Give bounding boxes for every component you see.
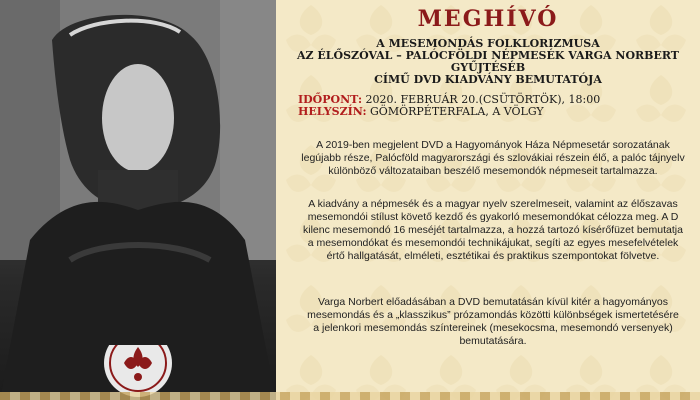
p1-line-2: legújabb része, Palócföld magyarországi és szlovákiai részein élő, a palóc tájnyelv — [301, 152, 685, 164]
p1-line-3: különböző változataiban beszélő mesemondók népmeseit tartalmazza. — [328, 165, 658, 177]
paragraph-2 — [286, 198, 700, 263]
time-label: IDŐPONT: — [298, 93, 363, 106]
invitation-title: MEGHÍVÓ — [417, 6, 559, 32]
p3-line-3: a jelenkori mesemondás színtereinek (mesekocsma, mesemondó versenyek) — [313, 322, 673, 334]
p2-line-2: mesemondói stílust követő kezdő és gyakorló mesemondókat célozza meg. A D — [307, 211, 679, 223]
paragraph-1 — [286, 139, 700, 178]
subtitle-line-1: A MESEMONDÁS FOLKLORIZMUSA — [376, 37, 600, 50]
left-photo-panel — [0, 0, 276, 400]
p3-line-1: Varga Norbert előadásában a DVD bemutatásán kívül kitér a hagyományos — [317, 296, 668, 308]
subtitle-line-3: CÍMŰ DVD KIADVÁNY BEMUTATÓJA — [374, 73, 602, 86]
place-value: GÖMÖRPÉTERFALA, A VÖLGY — [370, 105, 544, 118]
p2-line-3: kilenc mesemondó 16 meséjét tartalmazza, a hozzá tartozó kísérőfüzet bemutatja — [303, 224, 683, 236]
right-content-panel — [276, 0, 700, 400]
subtitle-line-2: AZ ÉLŐSZÓVAL – PALÓCFÖLDI NÉPMESÉK VARGA NORBERT GYŰJTÉSÉB — [297, 49, 679, 74]
decorative-bottom-border — [0, 392, 700, 400]
place-row — [298, 106, 600, 118]
p3-line-2: mesemondás és a „klasszikus” prózamondás közötti különbségek ismertetésére — [307, 309, 679, 321]
p2-line-4: a mesemondókat és mesemondói technikájukat, segíti az egyes mesefelvételek — [307, 237, 679, 249]
place-label: HELYSZÍN: — [298, 105, 367, 118]
p2-line-5: értő hallgatását, elméleti, esztétikai és praktikus szempontokat fölvetve. — [326, 250, 660, 262]
portrait-photo — [0, 0, 276, 400]
p1-line-1: A 2019-ben megjelent DVD a Hagyományok Háza Népmesetár sorozatának — [316, 139, 670, 151]
p2-line-1: A kiadvány a népmesék és a magyar nyelv szerelmeseit, valamint az élőszavas — [308, 198, 678, 210]
event-info — [298, 94, 600, 118]
paragraph-3 — [286, 296, 700, 348]
time-value: 2020. FEBRUÁR 20.(CSÜTÖRTÖK), 18:00 — [365, 93, 601, 106]
p3-line-4: bemutatására. — [459, 335, 527, 347]
event-subtitle — [276, 38, 700, 86]
